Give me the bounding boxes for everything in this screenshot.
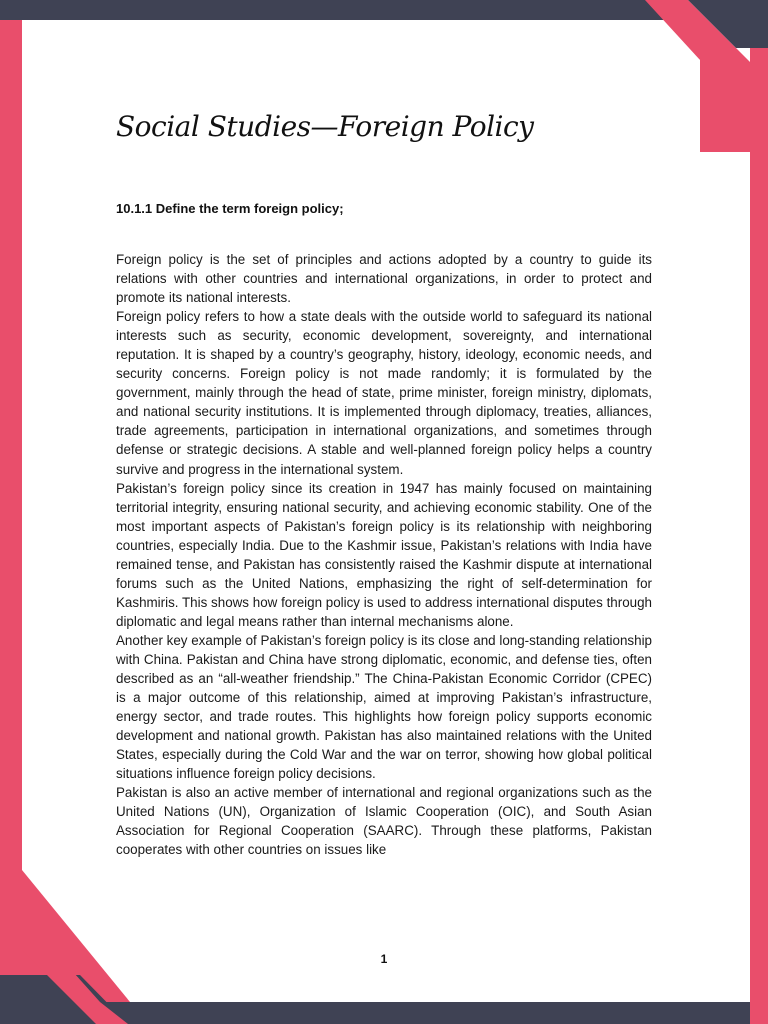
page-number: 1 (380, 952, 388, 966)
paragraph: Pakistan is also an active member of international and regional organizations such as the United Nations (UN), Organization of Islamic Cooperation (OIC), and South Asian Association for Regional Cooperation (SAARC). Through these platforms, Pakistan cooperates with other countries on issues like (116, 785, 652, 858)
page-title: Social Studies—Foreign Policy (116, 110, 534, 143)
section-heading: 10.1.1 Define the term foreign policy; (116, 201, 344, 216)
top-accent-border (0, 0, 645, 20)
paragraph: Foreign policy is the set of principles and actions adopted by a country to guide its relations with other countries and international organizations, in order to protect and promote its national interests. (116, 252, 652, 306)
right-accent-border (750, 48, 768, 1024)
paragraph: Pakistan’s foreign policy since its creation in 1947 has mainly focused on maintaining territorial integrity, ensuring national security, and achieving economic stability. One of the most important aspects of Pakistan’s foreign policy is its relationship with neighboring countries, especially India. Due to the Kashmir issue, Pakistan’s relations with India have remained tense, and Pakistan has consistently raised the Kashmir dispute at international forums such as the United Nations, emphasizing the right of self-determination for Kashmiris. This shows how foreign policy is used to address international disputes through diplomatic and legal means rather than internal mechanisms alone. (116, 480, 652, 629)
body-text (116, 250, 652, 860)
paragraph: Another key example of Pakistan’s foreign policy is its close and long-standing relationship with China. Pakistan and China have strong diplomatic, economic, and defense ties, often described as an “all-weather friendship.” The China-Pakistan Economic Corridor (CPEC) is a major outcome of this relationship, aimed at improving Pakistan’s infrastructure, energy sector, and trade routes. This highlights how foreign policy supports economic development and national growth. Pakistan has also maintained relations with the United States, especially during the Cold War and the war on terror, showing how global political situations influence foreign policy decisions. (116, 632, 652, 782)
paragraph: Foreign policy refers to how a state deals with the outside world to safeguard its national interests such as security, economic development, sovereignty, and international reputation. It is shaped by a country’s geography, history, ideology, economic needs, and security concerns. Foreign policy is not made randomly; it is formulated by the government, mainly through the head of state, prime minister, foreign ministry, diplomats, and national security institutions. It is implemented through diplomacy, treaties, alliances, trade agreements, participation in international organizations, and sometimes through defense or strategic decisions. A stable and well-planned foreign policy helps a country survive and progress in the international system. (116, 309, 652, 477)
left-accent-border (0, 0, 22, 1024)
bottom-accent-border (90, 1002, 750, 1024)
